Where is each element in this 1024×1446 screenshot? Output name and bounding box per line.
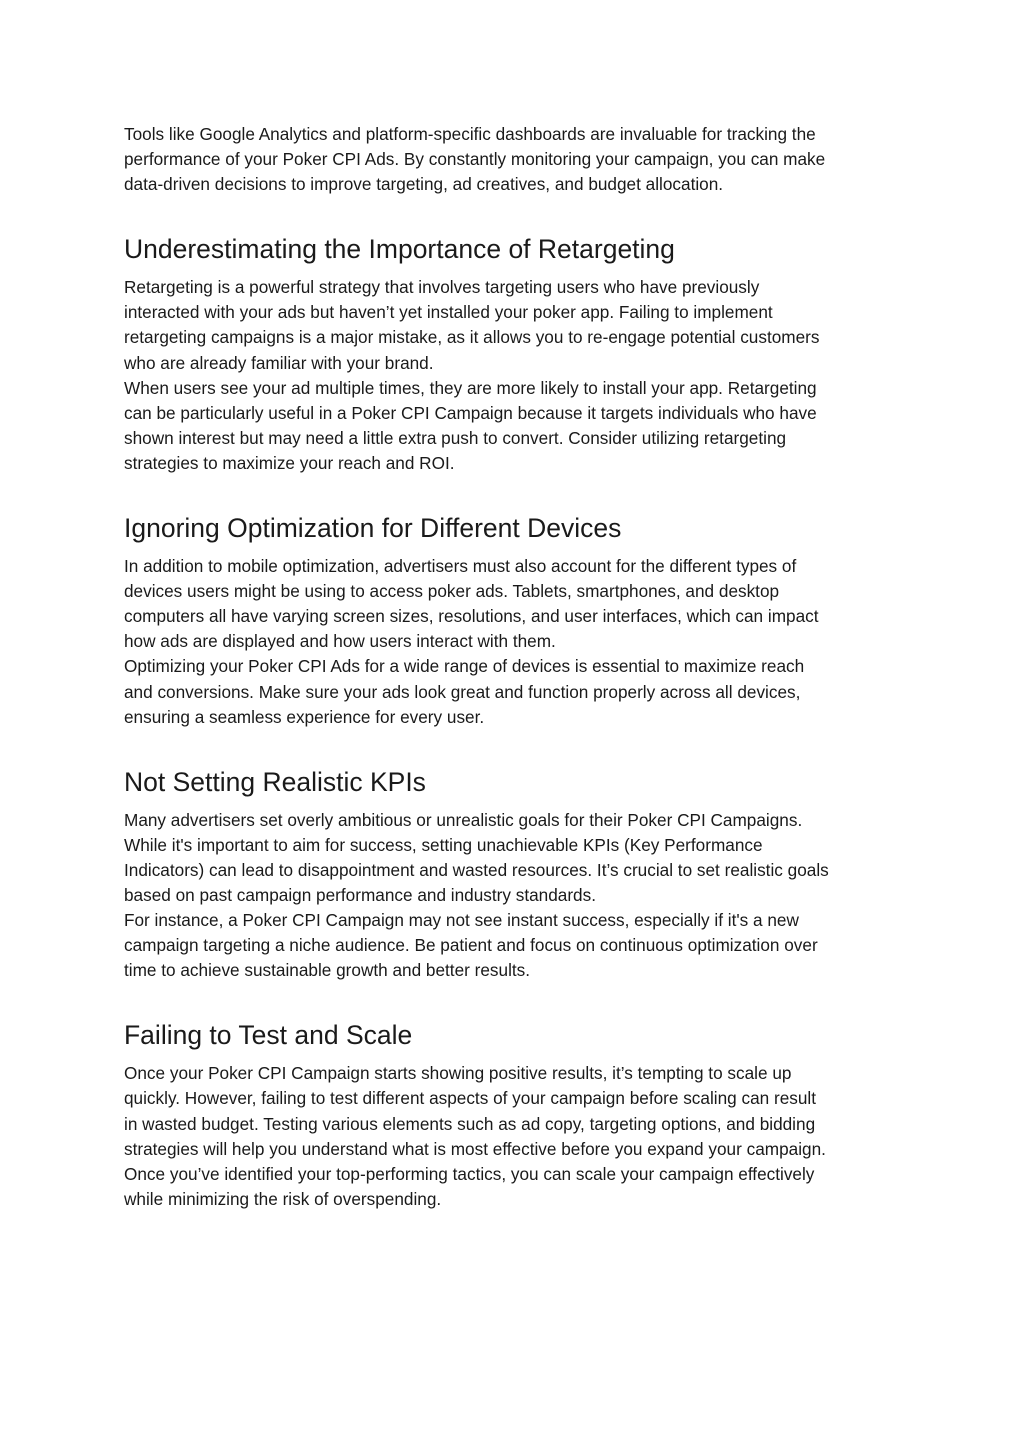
text-line: ensuring a seamless experience for every user. xyxy=(124,706,485,727)
text-line: campaign targeting a niche audience. Be patient and focus on continuous optimization over xyxy=(124,935,818,956)
text-line: in wasted budget. Testing various elements such as ad copy, targeting options, and bidding xyxy=(124,1113,816,1134)
text-line: shown interest but may need a little extra push to convert. Consider utilizing retargeting xyxy=(124,427,787,448)
text-line: interacted with your ads but haven’t yet installed your poker app. Failing to implement xyxy=(124,302,773,323)
text-line: who are already familiar with your brand. xyxy=(124,352,434,373)
text-line: based on past campaign performance and industry standards. xyxy=(124,884,596,905)
text-line: and conversions. Make sure your ads look great and function properly across all devices, xyxy=(124,681,801,702)
section-heading: Failing to Test and Scale xyxy=(124,1020,413,1051)
text-line: while minimizing the risk of overspending. xyxy=(124,1188,442,1209)
section-heading: Underestimating the Importance of Retargeting xyxy=(124,234,675,265)
text-line: computers all have varying screen sizes, resolutions, and user interfaces, which can impact xyxy=(124,606,819,627)
text-line: can be particularly useful in a Poker CPI Campaign because it targets individuals who have xyxy=(124,402,817,423)
text-line: how ads are displayed and how users interact with them. xyxy=(124,631,556,652)
text-line: data-driven decisions to improve targeting, ad creatives, and budget allocation. xyxy=(124,174,724,195)
text-line: While it's important to aim for success, setting unachievable KPIs (Key Performance xyxy=(124,834,763,855)
section-paragraph xyxy=(124,808,914,984)
section-paragraph xyxy=(124,275,914,476)
text-line: Once you’ve identified your top-performing tactics, you can scale your campaign effectively xyxy=(124,1163,815,1184)
text-line: strategies to maximize your reach and ROI. xyxy=(124,452,455,473)
section-heading: Not Setting Realistic KPIs xyxy=(124,766,426,797)
text-line: time to achieve sustainable growth and better results. xyxy=(124,960,531,981)
text-line: For instance, a Poker CPI Campaign may not see instant success, especially if it's a new xyxy=(124,910,799,931)
section-heading: Ignoring Optimization for Different Devices xyxy=(124,513,622,544)
text-line: Retargeting is a powerful strategy that involves targeting users who have previously xyxy=(124,277,760,298)
text-line: When users see your ad multiple times, they are more likely to install your app. Retargeting xyxy=(124,377,817,398)
text-line: In addition to mobile optimization, advertisers must also account for the different types of xyxy=(124,556,797,577)
text-line: strategies will help you understand what is most effective before you expand your campaign. xyxy=(124,1138,826,1159)
text-line: Indicators) can lead to disappointment and wasted resources. It’s crucial to set realistic goals xyxy=(124,859,829,880)
section-paragraph xyxy=(124,554,914,730)
document-page xyxy=(124,122,914,1212)
text-line: Many advertisers set overly ambitious or unrealistic goals for their Poker CPI Campaigns. xyxy=(124,809,803,830)
text-line: devices users might be using to access poker ads. Tablets, smartphones, and desktop xyxy=(124,581,780,602)
text-line: Once your Poker CPI Campaign starts showing positive results, it’s tempting to scale up xyxy=(124,1063,792,1084)
intro-paragraph xyxy=(124,122,914,197)
section-paragraph xyxy=(124,1061,914,1212)
text-line: Optimizing your Poker CPI Ads for a wide range of devices is essential to maximize reach xyxy=(124,656,805,677)
text-line: quickly. However, failing to test different aspects of your campaign before scaling can result xyxy=(124,1088,816,1109)
text-line: Tools like Google Analytics and platform-specific dashboards are invaluable for tracking the xyxy=(124,124,816,144)
text-line: performance of your Poker CPI Ads. By constantly monitoring your campaign, you can make xyxy=(124,149,826,170)
text-line: retargeting campaigns is a major mistake, as it allows you to re-engage potential customers xyxy=(124,327,820,348)
